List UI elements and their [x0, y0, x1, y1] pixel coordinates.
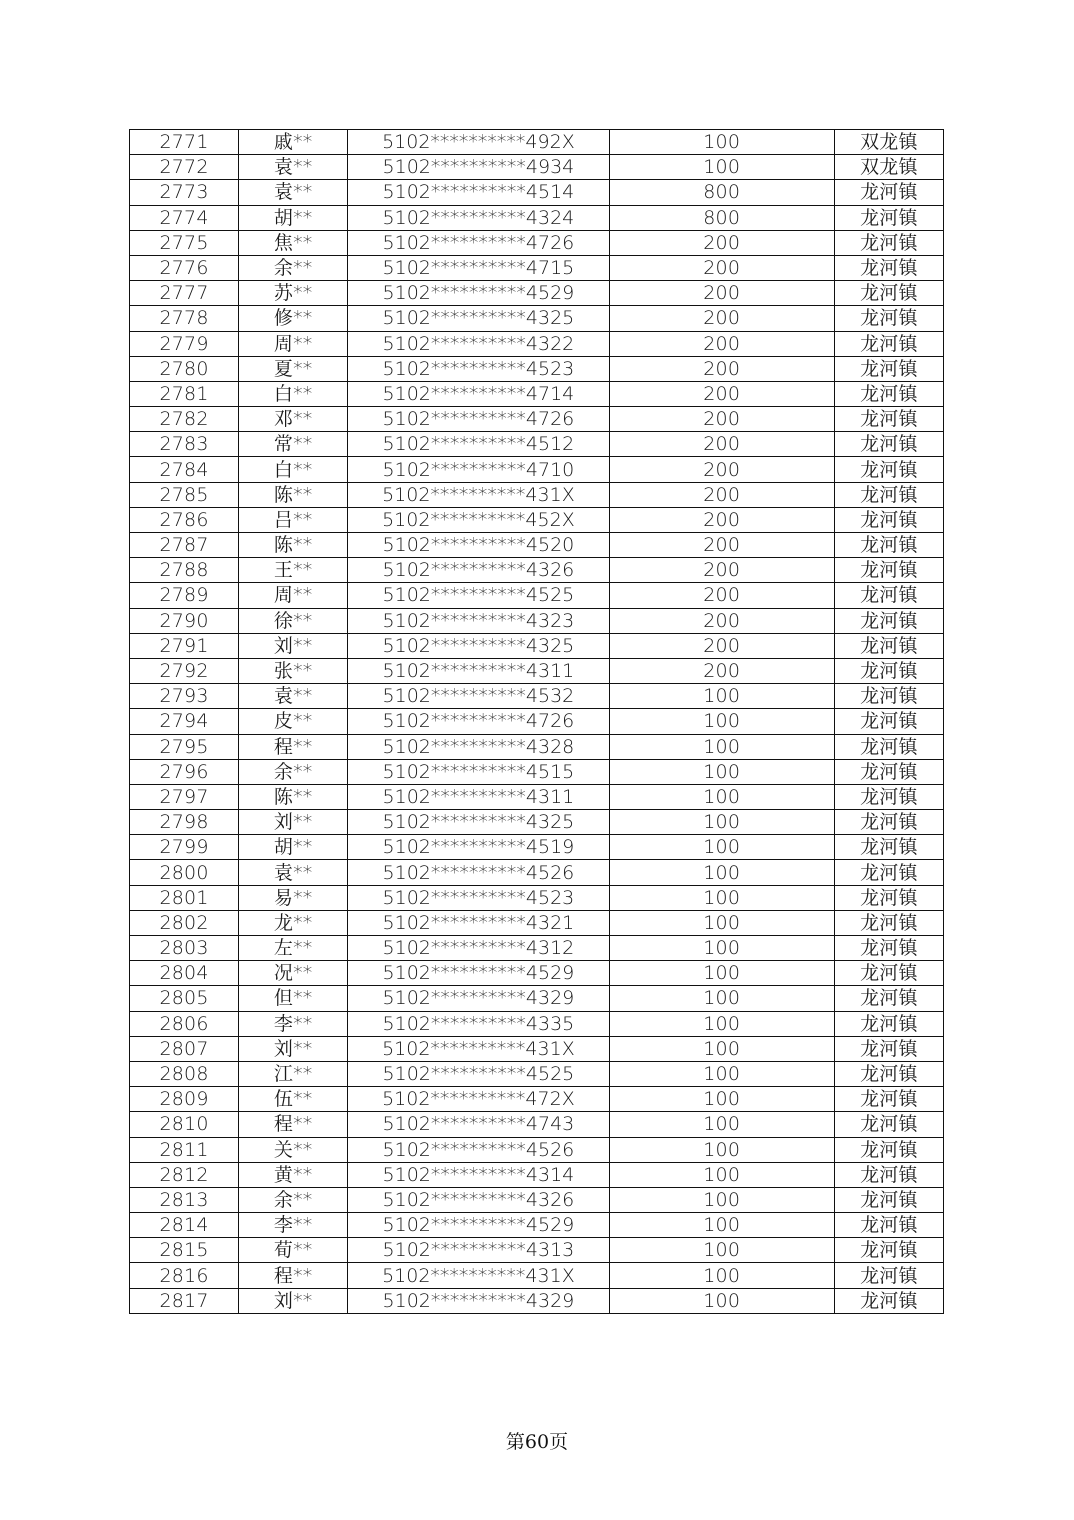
town-cell: 龙河镇 — [834, 709, 943, 734]
name-cell: 焦** — [239, 230, 348, 255]
name-cell: 刘** — [239, 633, 348, 658]
town-cell: 龙河镇 — [834, 1011, 943, 1036]
serial-number-cell: 2813 — [130, 1187, 239, 1212]
town-cell: 龙河镇 — [834, 1238, 943, 1263]
name-cell: 李** — [239, 1213, 348, 1238]
name-cell: 左** — [239, 936, 348, 961]
town-cell: 龙河镇 — [834, 533, 943, 558]
name-cell: 白** — [239, 457, 348, 482]
town-cell: 龙河镇 — [834, 205, 943, 230]
id-number-cell: 5102**********4514 — [348, 180, 609, 205]
serial-number-cell: 2807 — [130, 1036, 239, 1061]
amount-cell: 200 — [609, 281, 834, 306]
table-row — [130, 1288, 944, 1313]
name-cell: 邓** — [239, 407, 348, 432]
name-cell: 苏** — [239, 281, 348, 306]
amount-cell: 100 — [609, 1011, 834, 1036]
amount-cell: 100 — [609, 961, 834, 986]
table-row — [130, 558, 944, 583]
serial-number-cell: 2816 — [130, 1263, 239, 1288]
serial-number-cell: 2780 — [130, 356, 239, 381]
id-number-cell: 5102**********4525 — [348, 1061, 609, 1086]
name-cell: 袁** — [239, 860, 348, 885]
name-cell: 周** — [239, 583, 348, 608]
name-cell: 袁** — [239, 684, 348, 709]
subsidy-roster-table — [129, 129, 944, 1314]
table-row — [130, 130, 944, 155]
town-cell: 龙河镇 — [834, 1112, 943, 1137]
table-row — [130, 1112, 944, 1137]
amount-cell: 200 — [609, 658, 834, 683]
name-cell: 况** — [239, 961, 348, 986]
id-number-cell: 5102**********4934 — [348, 155, 609, 180]
amount-cell: 100 — [609, 1213, 834, 1238]
serial-number-cell: 2779 — [130, 331, 239, 356]
town-cell: 龙河镇 — [834, 507, 943, 532]
name-cell: 程** — [239, 1263, 348, 1288]
town-cell: 龙河镇 — [834, 936, 943, 961]
amount-cell: 200 — [609, 331, 834, 356]
town-cell: 龙河镇 — [834, 1061, 943, 1086]
name-cell: 刘** — [239, 1036, 348, 1061]
amount-cell: 100 — [609, 1162, 834, 1187]
table-row — [130, 1087, 944, 1112]
roster-table-body — [130, 130, 944, 1314]
serial-number-cell: 2785 — [130, 482, 239, 507]
id-number-cell: 5102**********4726 — [348, 407, 609, 432]
amount-cell: 100 — [609, 1087, 834, 1112]
id-number-cell: 5102**********4710 — [348, 457, 609, 482]
name-cell: 修** — [239, 306, 348, 331]
name-cell: 袁** — [239, 155, 348, 180]
id-number-cell: 5102**********4323 — [348, 608, 609, 633]
serial-number-cell: 2799 — [130, 835, 239, 860]
serial-number-cell: 2782 — [130, 407, 239, 432]
id-number-cell: 5102**********431X — [348, 1263, 609, 1288]
serial-number-cell: 2788 — [130, 558, 239, 583]
serial-number-cell: 2781 — [130, 381, 239, 406]
table-row — [130, 961, 944, 986]
id-number-cell: 5102**********4329 — [348, 986, 609, 1011]
id-number-cell: 5102**********4726 — [348, 230, 609, 255]
serial-number-cell: 2805 — [130, 986, 239, 1011]
table-row — [130, 180, 944, 205]
table-row — [130, 255, 944, 280]
town-cell: 龙河镇 — [834, 860, 943, 885]
serial-number-cell: 2798 — [130, 810, 239, 835]
name-cell: 江** — [239, 1061, 348, 1086]
name-cell: 余** — [239, 1187, 348, 1212]
id-number-cell: 5102**********4520 — [348, 533, 609, 558]
serial-number-cell: 2791 — [130, 633, 239, 658]
id-number-cell: 5102**********472X — [348, 1087, 609, 1112]
town-cell: 龙河镇 — [834, 759, 943, 784]
id-number-cell: 5102**********4325 — [348, 306, 609, 331]
amount-cell: 100 — [609, 1187, 834, 1212]
table-row — [130, 306, 944, 331]
name-cell: 常** — [239, 432, 348, 457]
serial-number-cell: 2800 — [130, 860, 239, 885]
town-cell: 龙河镇 — [834, 684, 943, 709]
table-row — [130, 885, 944, 910]
id-number-cell: 5102**********4714 — [348, 381, 609, 406]
name-cell: 刘** — [239, 810, 348, 835]
town-cell: 双龙镇 — [834, 155, 943, 180]
town-cell: 龙河镇 — [834, 658, 943, 683]
table-row — [130, 381, 944, 406]
town-cell: 龙河镇 — [834, 784, 943, 809]
table-row — [130, 810, 944, 835]
name-cell: 刘** — [239, 1288, 348, 1313]
name-cell: 夏** — [239, 356, 348, 381]
table-row — [130, 281, 944, 306]
name-cell: 袁** — [239, 180, 348, 205]
name-cell: 余** — [239, 255, 348, 280]
town-cell: 双龙镇 — [834, 130, 943, 155]
table-row — [130, 860, 944, 885]
name-cell: 李** — [239, 1011, 348, 1036]
town-cell: 龙河镇 — [834, 810, 943, 835]
town-cell: 龙河镇 — [834, 432, 943, 457]
table-row — [130, 230, 944, 255]
id-number-cell: 5102**********4335 — [348, 1011, 609, 1036]
table-row — [130, 658, 944, 683]
table-row — [130, 407, 944, 432]
serial-number-cell: 2787 — [130, 533, 239, 558]
amount-cell: 100 — [609, 759, 834, 784]
table-row — [130, 155, 944, 180]
amount-cell: 100 — [609, 1238, 834, 1263]
serial-number-cell: 2773 — [130, 180, 239, 205]
name-cell: 周** — [239, 331, 348, 356]
serial-number-cell: 2810 — [130, 1112, 239, 1137]
serial-number-cell: 2801 — [130, 885, 239, 910]
town-cell: 龙河镇 — [834, 381, 943, 406]
amount-cell: 200 — [609, 558, 834, 583]
town-cell: 龙河镇 — [834, 1213, 943, 1238]
amount-cell: 100 — [609, 810, 834, 835]
amount-cell: 200 — [609, 482, 834, 507]
id-number-cell: 5102**********4324 — [348, 205, 609, 230]
town-cell: 龙河镇 — [834, 331, 943, 356]
table-row — [130, 784, 944, 809]
serial-number-cell: 2772 — [130, 155, 239, 180]
town-cell: 龙河镇 — [834, 961, 943, 986]
town-cell: 龙河镇 — [834, 734, 943, 759]
id-number-cell: 5102**********4726 — [348, 709, 609, 734]
id-number-cell: 5102**********431X — [348, 1036, 609, 1061]
amount-cell: 200 — [609, 432, 834, 457]
serial-number-cell: 2803 — [130, 936, 239, 961]
town-cell: 龙河镇 — [834, 608, 943, 633]
table-row — [130, 482, 944, 507]
amount-cell: 200 — [609, 608, 834, 633]
town-cell: 龙河镇 — [834, 482, 943, 507]
amount-cell: 100 — [609, 155, 834, 180]
town-cell: 龙河镇 — [834, 1087, 943, 1112]
table-row — [130, 986, 944, 1011]
name-cell: 张** — [239, 658, 348, 683]
id-number-cell: 5102**********4325 — [348, 633, 609, 658]
table-row — [130, 1137, 944, 1162]
table-row — [130, 356, 944, 381]
name-cell: 吕** — [239, 507, 348, 532]
table-row — [130, 835, 944, 860]
amount-cell: 200 — [609, 381, 834, 406]
amount-cell: 100 — [609, 709, 834, 734]
amount-cell: 200 — [609, 306, 834, 331]
amount-cell: 200 — [609, 507, 834, 532]
amount-cell: 100 — [609, 734, 834, 759]
amount-cell: 100 — [609, 1137, 834, 1162]
serial-number-cell: 2809 — [130, 1087, 239, 1112]
name-cell: 戚** — [239, 130, 348, 155]
serial-number-cell: 2806 — [130, 1011, 239, 1036]
table-row — [130, 432, 944, 457]
name-cell: 但** — [239, 986, 348, 1011]
id-number-cell: 5102**********4329 — [348, 1288, 609, 1313]
id-number-cell: 5102**********4326 — [348, 1187, 609, 1212]
id-number-cell: 5102**********4326 — [348, 558, 609, 583]
table-row — [130, 1213, 944, 1238]
name-cell: 程** — [239, 734, 348, 759]
table-row — [130, 1187, 944, 1212]
table-row — [130, 684, 944, 709]
table-row — [130, 709, 944, 734]
serial-number-cell: 2794 — [130, 709, 239, 734]
town-cell: 龙河镇 — [834, 1288, 943, 1313]
amount-cell: 100 — [609, 1263, 834, 1288]
amount-cell: 800 — [609, 205, 834, 230]
table-row — [130, 633, 944, 658]
serial-number-cell: 2792 — [130, 658, 239, 683]
amount-cell: 100 — [609, 130, 834, 155]
amount-cell: 100 — [609, 1061, 834, 1086]
id-number-cell: 5102**********4525 — [348, 583, 609, 608]
id-number-cell: 5102**********4523 — [348, 885, 609, 910]
town-cell: 龙河镇 — [834, 356, 943, 381]
id-number-cell: 5102**********4529 — [348, 961, 609, 986]
town-cell: 龙河镇 — [834, 457, 943, 482]
page-number: 第60页 — [505, 1431, 569, 1453]
amount-cell: 200 — [609, 356, 834, 381]
table-row — [130, 608, 944, 633]
serial-number-cell: 2795 — [130, 734, 239, 759]
amount-cell: 100 — [609, 1036, 834, 1061]
serial-number-cell: 2815 — [130, 1238, 239, 1263]
amount-cell: 200 — [609, 407, 834, 432]
id-number-cell: 5102**********4529 — [348, 1213, 609, 1238]
id-number-cell: 5102**********4519 — [348, 835, 609, 860]
name-cell: 程** — [239, 1112, 348, 1137]
amount-cell: 100 — [609, 860, 834, 885]
id-number-cell: 5102**********4532 — [348, 684, 609, 709]
amount-cell: 100 — [609, 684, 834, 709]
town-cell: 龙河镇 — [834, 633, 943, 658]
serial-number-cell: 2804 — [130, 961, 239, 986]
id-number-cell: 5102**********4526 — [348, 860, 609, 885]
amount-cell: 100 — [609, 986, 834, 1011]
id-number-cell: 5102**********4715 — [348, 255, 609, 280]
name-cell: 胡** — [239, 835, 348, 860]
serial-number-cell: 2784 — [130, 457, 239, 482]
serial-number-cell: 2797 — [130, 784, 239, 809]
name-cell: 余** — [239, 759, 348, 784]
table-row — [130, 1036, 944, 1061]
serial-number-cell: 2814 — [130, 1213, 239, 1238]
amount-cell: 200 — [609, 230, 834, 255]
id-number-cell: 5102**********4313 — [348, 1238, 609, 1263]
table-row — [130, 1238, 944, 1263]
amount-cell: 100 — [609, 784, 834, 809]
serial-number-cell: 2817 — [130, 1288, 239, 1313]
serial-number-cell: 2783 — [130, 432, 239, 457]
amount-cell: 100 — [609, 1288, 834, 1313]
table-row — [130, 1011, 944, 1036]
id-number-cell: 5102**********4321 — [348, 910, 609, 935]
id-number-cell: 5102**********4512 — [348, 432, 609, 457]
table-row — [130, 583, 944, 608]
name-cell: 王** — [239, 558, 348, 583]
amount-cell: 100 — [609, 910, 834, 935]
town-cell: 龙河镇 — [834, 230, 943, 255]
id-number-cell: 5102**********4523 — [348, 356, 609, 381]
town-cell: 龙河镇 — [834, 1187, 943, 1212]
table-row — [130, 457, 944, 482]
name-cell: 易** — [239, 885, 348, 910]
town-cell: 龙河镇 — [834, 1036, 943, 1061]
town-cell: 龙河镇 — [834, 306, 943, 331]
name-cell: 徐** — [239, 608, 348, 633]
name-cell: 黄** — [239, 1162, 348, 1187]
name-cell: 陈** — [239, 533, 348, 558]
serial-number-cell: 2775 — [130, 230, 239, 255]
serial-number-cell: 2808 — [130, 1061, 239, 1086]
town-cell: 龙河镇 — [834, 180, 943, 205]
amount-cell: 100 — [609, 1112, 834, 1137]
table-row — [130, 533, 944, 558]
town-cell: 龙河镇 — [834, 558, 943, 583]
id-number-cell: 5102**********431X — [348, 482, 609, 507]
id-number-cell: 5102**********4325 — [348, 810, 609, 835]
serial-number-cell: 2778 — [130, 306, 239, 331]
id-number-cell: 5102**********4328 — [348, 734, 609, 759]
name-cell: 伍** — [239, 1087, 348, 1112]
table-row — [130, 1162, 944, 1187]
serial-number-cell: 2771 — [130, 130, 239, 155]
id-number-cell: 5102**********4515 — [348, 759, 609, 784]
id-number-cell: 5102**********4311 — [348, 658, 609, 683]
table-row — [130, 331, 944, 356]
town-cell: 龙河镇 — [834, 1263, 943, 1288]
town-cell: 龙河镇 — [834, 1162, 943, 1187]
town-cell: 龙河镇 — [834, 407, 943, 432]
amount-cell: 200 — [609, 583, 834, 608]
id-number-cell: 5102**********4743 — [348, 1112, 609, 1137]
id-number-cell: 5102**********4322 — [348, 331, 609, 356]
table-row — [130, 507, 944, 532]
id-number-cell: 5102**********4311 — [348, 784, 609, 809]
name-cell: 皮** — [239, 709, 348, 734]
table-row — [130, 910, 944, 935]
town-cell: 龙河镇 — [834, 1137, 943, 1162]
table-row — [130, 734, 944, 759]
town-cell: 龙河镇 — [834, 986, 943, 1011]
amount-cell: 200 — [609, 633, 834, 658]
serial-number-cell: 2793 — [130, 684, 239, 709]
serial-number-cell: 2802 — [130, 910, 239, 935]
table-row — [130, 1263, 944, 1288]
name-cell: 白** — [239, 381, 348, 406]
id-number-cell: 5102**********4312 — [348, 936, 609, 961]
town-cell: 龙河镇 — [834, 910, 943, 935]
name-cell: 龙** — [239, 910, 348, 935]
name-cell: 关** — [239, 1137, 348, 1162]
amount-cell: 800 — [609, 180, 834, 205]
town-cell: 龙河镇 — [834, 281, 943, 306]
serial-number-cell: 2812 — [130, 1162, 239, 1187]
serial-number-cell: 2796 — [130, 759, 239, 784]
name-cell: 陈** — [239, 784, 348, 809]
town-cell: 龙河镇 — [834, 885, 943, 910]
id-number-cell: 5102**********4526 — [348, 1137, 609, 1162]
name-cell: 胡** — [239, 205, 348, 230]
serial-number-cell: 2789 — [130, 583, 239, 608]
serial-number-cell: 2790 — [130, 608, 239, 633]
serial-number-cell: 2774 — [130, 205, 239, 230]
serial-number-cell: 2777 — [130, 281, 239, 306]
town-cell: 龙河镇 — [834, 835, 943, 860]
table-row — [130, 205, 944, 230]
name-cell: 陈** — [239, 482, 348, 507]
amount-cell: 200 — [609, 255, 834, 280]
amount-cell: 100 — [609, 936, 834, 961]
town-cell: 龙河镇 — [834, 255, 943, 280]
id-number-cell: 5102**********492X — [348, 130, 609, 155]
table-row — [130, 759, 944, 784]
id-number-cell: 5102**********4314 — [348, 1162, 609, 1187]
id-number-cell: 5102**********4529 — [348, 281, 609, 306]
town-cell: 龙河镇 — [834, 583, 943, 608]
table-row — [130, 936, 944, 961]
serial-number-cell: 2786 — [130, 507, 239, 532]
amount-cell: 100 — [609, 885, 834, 910]
serial-number-cell: 2776 — [130, 255, 239, 280]
serial-number-cell: 2811 — [130, 1137, 239, 1162]
name-cell: 荀** — [239, 1238, 348, 1263]
amount-cell: 200 — [609, 533, 834, 558]
amount-cell: 100 — [609, 835, 834, 860]
amount-cell: 200 — [609, 457, 834, 482]
id-number-cell: 5102**********452X — [348, 507, 609, 532]
table-row — [130, 1061, 944, 1086]
